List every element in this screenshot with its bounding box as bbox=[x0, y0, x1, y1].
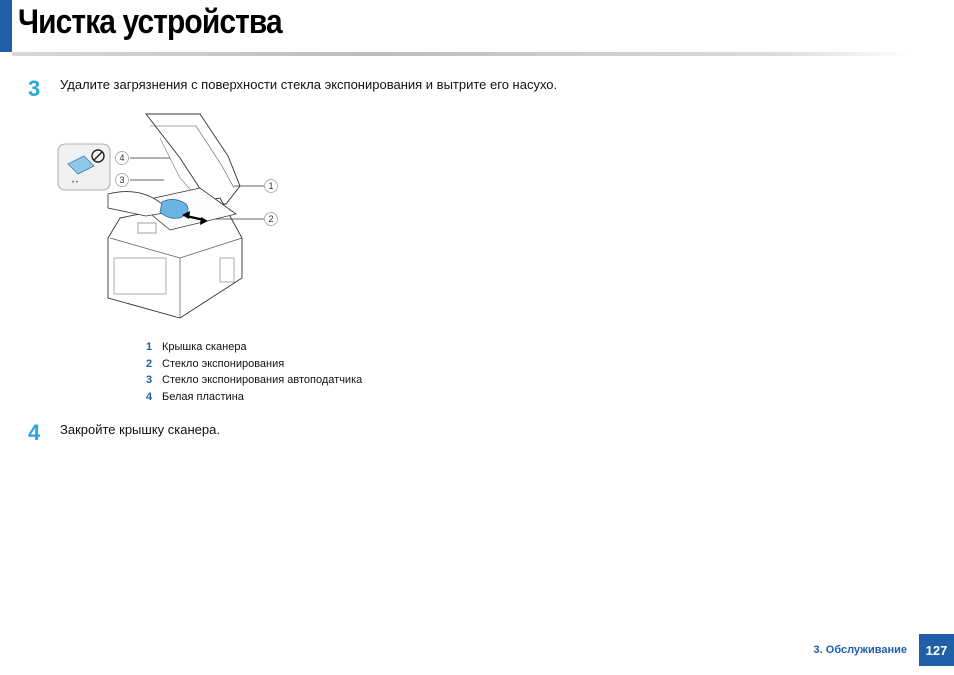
legend-label: Стекло экспонирования автоподатчика bbox=[162, 374, 363, 387]
no-spray-hint-icon bbox=[58, 144, 110, 190]
callout-marker-1 bbox=[265, 180, 278, 193]
header-accent-bar bbox=[0, 0, 12, 52]
legend-label: Стекло экспонирования bbox=[162, 357, 285, 370]
step-number-3: 3 bbox=[28, 76, 41, 101]
legend-number: 2 bbox=[146, 357, 153, 370]
svg-text:• •: • • bbox=[72, 180, 78, 186]
svg-text:2: 2 bbox=[268, 214, 274, 224]
callout-marker-3 bbox=[116, 174, 129, 187]
legend-number: 1 bbox=[146, 341, 153, 354]
legend-label: Белая пластина bbox=[162, 390, 244, 403]
svg-text:1: 1 bbox=[268, 181, 274, 191]
step-number-4: 4 bbox=[28, 420, 41, 445]
legend-item bbox=[146, 356, 362, 373]
scanner-cleaning-illustration bbox=[50, 108, 290, 328]
step-text-3: Удалите загрязнения с поверхности стекла экспонирования и вытрите его насухо. bbox=[60, 77, 558, 92]
svg-text:4: 4 bbox=[119, 153, 125, 163]
callout-marker-2 bbox=[265, 213, 278, 226]
footer-section-link[interactable]: 3. Обслуживание bbox=[813, 644, 907, 656]
page-title: Чистка устройства bbox=[18, 3, 282, 41]
legend-number: 3 bbox=[146, 374, 153, 387]
figure-legend bbox=[146, 339, 362, 405]
svg-text:3: 3 bbox=[119, 175, 125, 185]
legend-label: Крышка сканера bbox=[162, 341, 247, 354]
legend-number: 4 bbox=[146, 390, 153, 403]
callout-marker-4 bbox=[116, 152, 129, 165]
page-number: 127 bbox=[919, 634, 954, 666]
header-divider bbox=[12, 52, 912, 56]
step-text-4: Закройте крышку сканера. bbox=[60, 422, 220, 437]
legend-item bbox=[146, 372, 362, 389]
legend-item bbox=[146, 339, 362, 356]
legend-item bbox=[146, 389, 362, 406]
